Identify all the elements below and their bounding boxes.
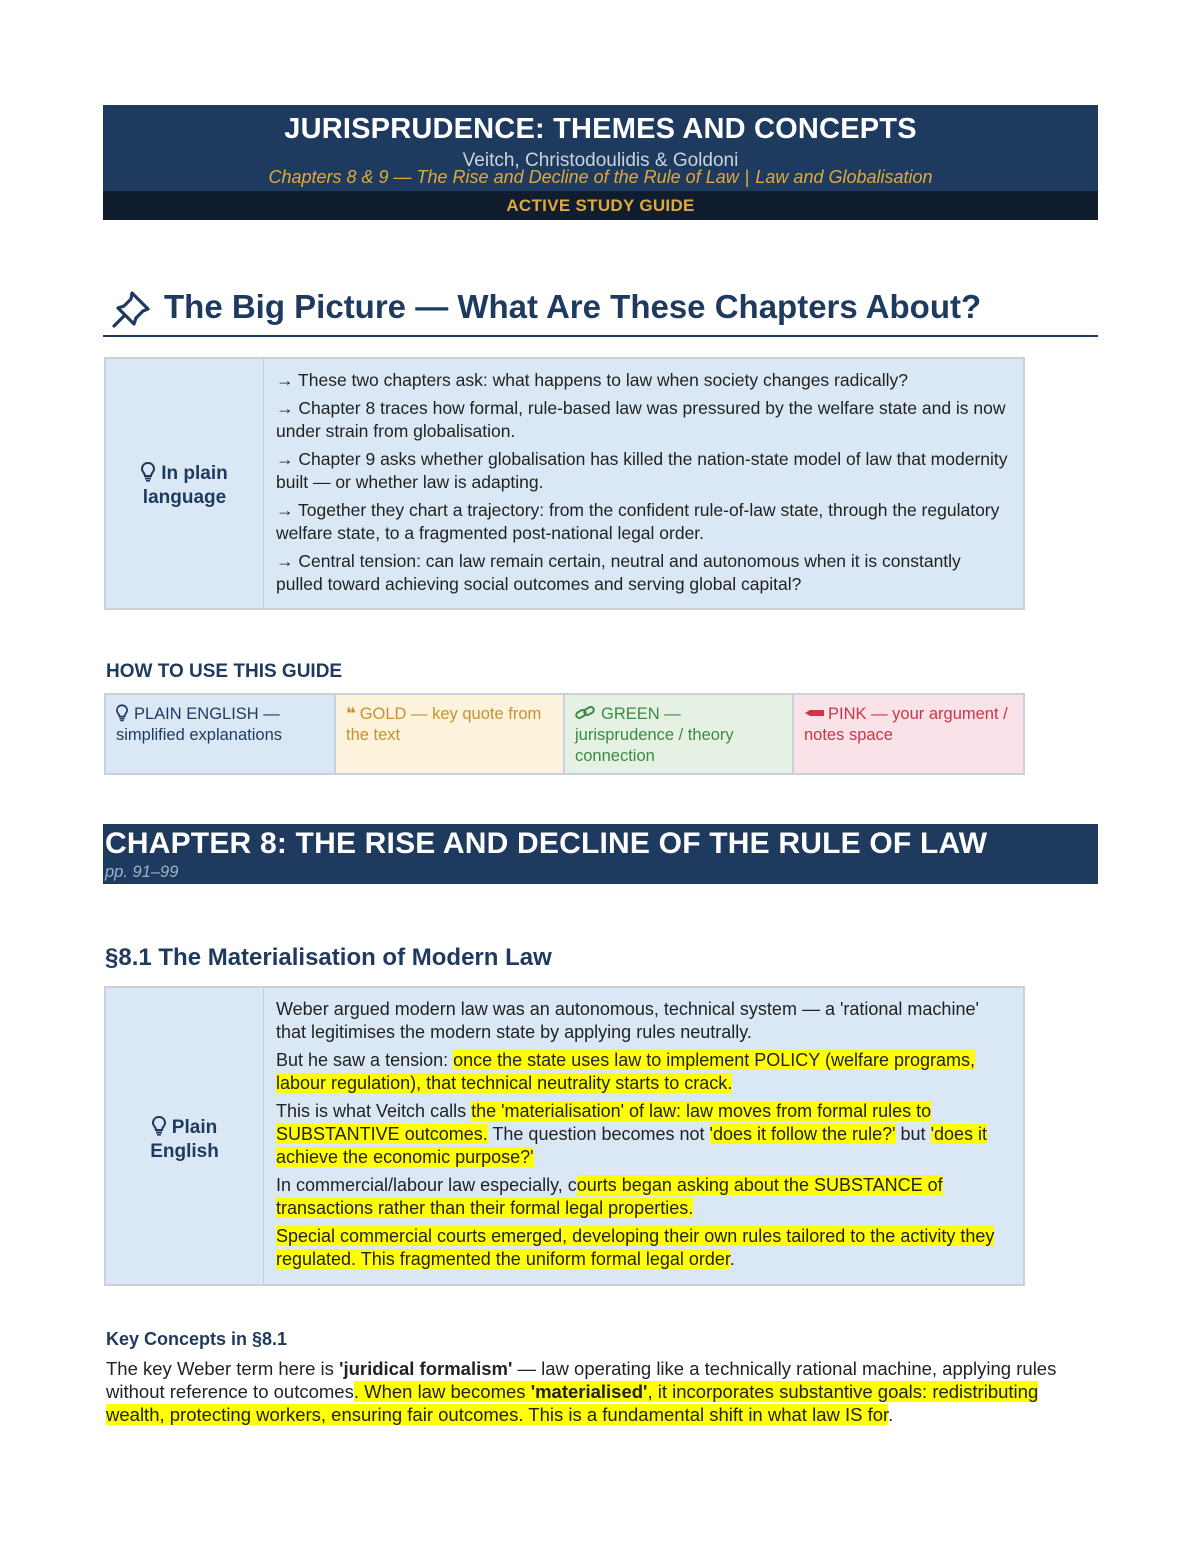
legend-pink: PINK — your argument / notes space — [794, 695, 1023, 773]
heading-rule — [103, 335, 1098, 337]
paragraph: But he saw a tension: once the state uses law to implement POLICY (welfare programs, labour regulation), that technical neutrality starts to crack. — [276, 1050, 976, 1093]
chapters-separator: | — [744, 167, 750, 187]
callout-body — [276, 369, 1009, 601]
callout-label-line1: Plain — [171, 1117, 218, 1138]
term-juridical-formalism: 'juridical formalism' — [339, 1358, 513, 1379]
paragraph: Special commercial courts emerged, developing their own rules tailored to the activity they regulated. This fragmented the uniform formal legal order. — [276, 1226, 995, 1269]
point: → Central tension: can law remain certain, neutral and autonomous when it is constantly pulled toward achieving social outcomes and serving global capital? — [276, 551, 961, 594]
point: → These two chapters ask: what happens to law when society changes radically? — [276, 370, 908, 390]
callout-label — [106, 462, 263, 510]
highlight: the 'materialisation' of law: law moves from formal rules to SUBSTANTIVE outcomes. — [276, 1101, 932, 1144]
chapters-prefix: Chapters 8 & 9 — The Rise and Decline of the Rule of Law — [268, 167, 739, 187]
big-picture-heading — [110, 283, 1098, 335]
plain-english-callout — [104, 986, 1025, 1286]
highlight: Special commercial courts emerged, developing their own rules tailored to the activity they regulated. This fragmented the uniform formal legal order — [276, 1226, 995, 1269]
bulb-icon — [141, 462, 155, 482]
legend-table — [104, 693, 1025, 775]
callout-label — [106, 988, 263, 1164]
chapters-suffix: Law and Globalisation — [755, 167, 933, 187]
guide-title: JURISPRUDENCE: THEMES AND CONCEPTS — [284, 113, 917, 145]
point: → Chapter 8 traces how formal, rule-based law was pressured by the welfare state and is now under strain from globalisation. — [276, 398, 1006, 441]
highlight: . When law becomes 'materialised', it incorporates substantive goals: redistributing wealth, protecting workers, ensuring fair outcomes. This is a fundamental shift in what law IS for — [106, 1381, 1039, 1425]
highlight: once the state uses law to implement POLICY (welfare programs, labour regulation), that technical neutrality starts to crack. — [276, 1050, 976, 1093]
callout-divider — [263, 359, 264, 608]
pencil-icon — [804, 708, 826, 718]
bulb-icon — [152, 1116, 166, 1136]
key-concepts-title: Key Concepts in §8.1 — [106, 1329, 288, 1349]
quote-icon: ❝ — [346, 705, 356, 723]
point: → Together they chart a trajectory: from the confident rule-of-law state, through the regulatory welfare state, to a fragmented post-national legal order. — [276, 500, 1000, 543]
plain-language-callout — [104, 357, 1025, 610]
callout-divider — [263, 988, 264, 1284]
paragraph: Weber argued modern law was an autonomous, technical system — a 'rational machine' that legitimises the modern state by applying rules neutrally. — [276, 999, 979, 1042]
callout-label-line1: In plain — [161, 463, 228, 484]
highlight: ourts began asking about the SUBSTANCE of transactions rather than their formal legal properties. — [276, 1175, 943, 1218]
paragraph: This is what Veitch calls the 'materialisation' of law: law moves from formal rules to SUBSTANTIVE outcomes. The question becomes not 'does it follow the rule?' but 'does it achieve the economic purpose?' — [276, 1101, 988, 1167]
callout-label-line2: English — [150, 1141, 219, 1162]
legend-gold: ❝ GOLD — key quote from the text — [336, 695, 565, 773]
how-to-use-title: HOW TO USE THIS GUIDE — [106, 661, 343, 682]
chapters-line — [103, 167, 1098, 188]
legend-plain-english: PLAIN ENGLISH — simplified explanations — [106, 695, 336, 773]
term-materialised: 'materialised' — [530, 1381, 648, 1402]
key-concepts-body: The key Weber term here is 'juridical formalism' — law operating like a technically rational machine, applying rules without reference to outcomes. When law becomes 'materialised', it incorporates substantive goals: redistributing wealth, protecting workers, ensuring fair outcomes. This is a fundamental shift in what law IS for. — [106, 1358, 1057, 1425]
callout-body — [276, 998, 1009, 1276]
header-banner — [103, 105, 1098, 220]
paragraph: In commercial/labour law especially, courts began asking about the SUBSTANCE of transactions rather than their formal legal properties. — [276, 1175, 943, 1218]
chapter-8-pages: pp. 91–99 — [105, 863, 179, 881]
highlight: 'does it follow the rule?' — [709, 1124, 896, 1144]
legend-green: GREEN — jurisprudence / theory connection — [565, 695, 794, 773]
point: → Chapter 9 asks whether globalisation has killed the nation-state model of law that modernity built — or whether law is adapting. — [276, 449, 1008, 492]
chapter-8-banner — [103, 824, 1098, 884]
callout-label-line2: language — [142, 487, 227, 508]
active-study-guide-strip: ACTIVE STUDY GUIDE — [103, 191, 1098, 220]
big-picture-title: The Big Picture — What Are These Chapters About? — [164, 288, 982, 325]
chapter-8-title: CHAPTER 8: THE RISE AND DECLINE OF THE RULE OF LAW — [105, 827, 988, 860]
bulb-icon — [116, 704, 128, 722]
highlight: 'does it achieve the economic purpose?' — [276, 1124, 988, 1167]
guide-authors: Veitch, Christodoulidis & Goldoni — [462, 150, 739, 171]
pin-icon — [110, 289, 152, 329]
link-icon — [575, 705, 595, 721]
section-8-1-heading: §8.1 The Materialisation of Modern Law — [105, 944, 552, 971]
